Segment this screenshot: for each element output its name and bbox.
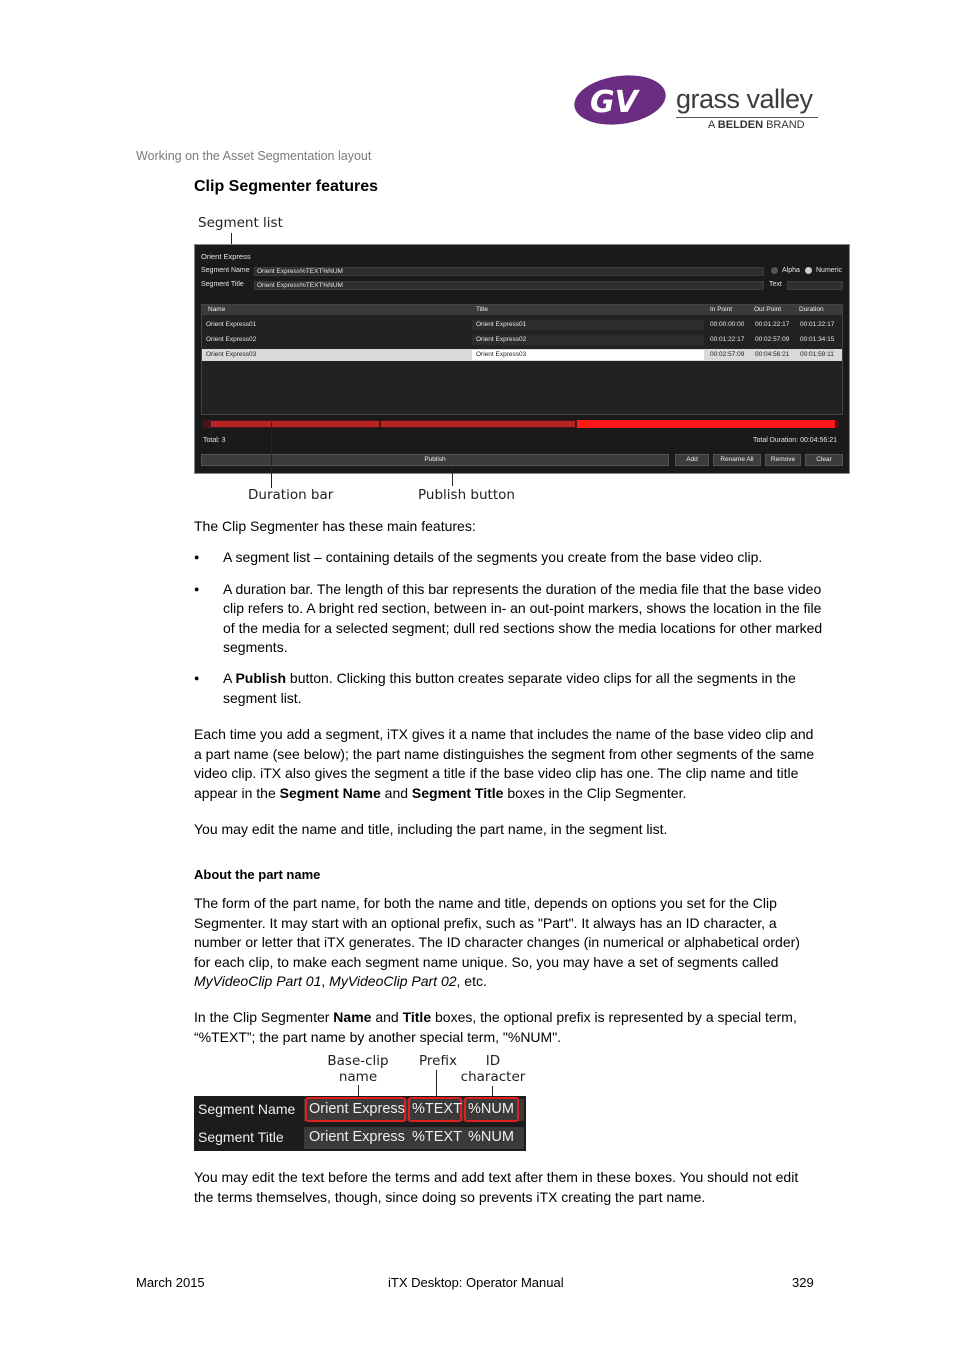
col-duration: Duration (799, 306, 824, 313)
callout-id-character: ID character (460, 1053, 526, 1085)
segment-name-field[interactable]: Orient Express%TEXT%NUM (254, 267, 764, 276)
table-row-selected[interactable]: Orient Express03 Orient Express03 00:02:57:09 00:04:56:21 00:01:59:11 (202, 349, 842, 361)
callout-duration-bar: Duration bar (248, 487, 334, 503)
paragraph-naming: Each time you add a segment, iTX gives it a name that includes the name of the base video clip and a part name (see below); the part name distinguishes the segment from other segments of the same video clip. iTX also gives the segment a title if the base video clip has one. The clip name and title appear in the Segment Name and Segment Title boxes in the Clip Segmenter. (194, 726, 815, 801)
col-name: Name (208, 306, 226, 313)
callout-base-clip-name: Base-clip name (327, 1053, 389, 1085)
text-field[interactable] (787, 281, 843, 290)
paragraph-part-name: The form of the part name, for both the name and title, depends on options you set for the Clip Segmenter. It may start with an optional prefix, such as "Part". It always has an ID character, a number or letter that iTX generates. The ID character changes (in numerical or alphabetical order) for each clip, to make each segment name unique. So, you may have a set of segments called MyVideoClip Part 01, MyVideoClip Part 02, etc. (194, 895, 800, 990)
segment-fields-closeup (194, 1096, 526, 1151)
segment-list-header (202, 305, 842, 315)
add-button[interactable]: Add (675, 454, 709, 466)
duration-bar[interactable] (203, 420, 839, 428)
brand-tagline: A BELDEN BRAND (708, 119, 805, 131)
subheading-part-name: About the part name (194, 867, 321, 882)
segment-title-label: Segment Title (198, 1129, 284, 1145)
callout-prefix: Prefix (419, 1053, 457, 1069)
segment-title-field[interactable]: Orient Express%TEXT%NUM (254, 281, 764, 290)
title-num-term: %NUM (468, 1129, 514, 1145)
section-title: Clip Segmenter features (194, 178, 379, 195)
name-text-term: %TEXT (412, 1101, 462, 1117)
remove-button[interactable]: Remove (765, 454, 801, 466)
footer-page-number: 329 (792, 1275, 814, 1290)
col-title: Title (476, 306, 489, 313)
table-row[interactable]: Orient Express01 Orient Express01 00:00:00:00 00:01:22:17 00:01:22:17 (206, 321, 835, 328)
name-num-term: %NUM (468, 1101, 514, 1117)
col-in-point: In Point (710, 306, 733, 313)
callout-segment-list: Segment list (198, 215, 283, 231)
segment-section-1 (211, 421, 379, 427)
segment-section-2 (381, 421, 575, 427)
selected-segment-section (577, 420, 835, 428)
running-head: Working on the Asset Segmentation layout (136, 149, 372, 163)
col-out-point: Out Point (754, 306, 782, 313)
name-base: Orient Express (309, 1101, 405, 1117)
segment-title-label: Segment Title (201, 281, 244, 288)
clip-segmenter-screenshot (194, 244, 850, 474)
list-item: ● A duration bar. The length of this bar represents the duration of the media file that the base video clip refers to. A bright red section, between in- an out-point markers, shows the location in the file of the media for a selected segment; dull red sections show the media locations for other marked segments. (194, 580, 824, 658)
footer-title: iTX Desktop: Operator Manual (388, 1275, 564, 1290)
title-base: Orient Express (309, 1129, 405, 1145)
panel-title: Orient Express (201, 252, 251, 261)
total-count: Total: 3 (203, 437, 226, 444)
paragraph-edit-terms: You may edit the text before the terms and add text after them in these boxes. You should not edit the terms themselves, though, since doing so prevents iTX creating the part name. (194, 1169, 799, 1205)
table-row[interactable]: Orient Express02 Orient Express02 00:01:22:17 00:02:57:09 00:01:34:15 (206, 336, 835, 343)
segment-list (201, 304, 843, 415)
list-item: ● A segment list – containing details of the segments you create from the base video clip. (194, 548, 824, 568)
intro-paragraph: The Clip Segmenter has these main features: (194, 518, 476, 534)
paragraph-terms: In the Clip Segmenter Name and Title boxes, the optional prefix is represented by a special term, “%TEXT”; the part name by another special term, "%NUM". (194, 1009, 797, 1045)
title-text-term: %TEXT (412, 1129, 462, 1145)
rename-all-button[interactable]: Rename All (713, 454, 761, 466)
footer-date: March 2015 (136, 1275, 205, 1290)
text-label: Text (769, 281, 782, 288)
brand-name: grass valley (676, 84, 813, 114)
segment-name-label: Segment Name (198, 1101, 296, 1117)
brand-logo (572, 72, 822, 134)
segment-name-label: Segment Name (201, 267, 250, 274)
feature-list (194, 548, 824, 720)
grass-valley-logo-icon (572, 72, 672, 128)
svg-text:GV: GV (590, 85, 638, 120)
numeric-label: Numeric (816, 267, 843, 274)
alpha-radio[interactable] (771, 267, 778, 274)
paragraph-edit: You may edit the name and title, including the part name, in the segment list. (194, 821, 668, 837)
list-item: ● A Publish button. Clicking this button creates separate video clips for all the segments in the segment list. (194, 669, 824, 708)
alpha-label: Alpha (782, 267, 800, 274)
numeric-radio[interactable] (805, 267, 812, 274)
publish-button[interactable]: Publish (201, 454, 669, 466)
total-duration: Total Duration: 00:04:56:21 (753, 437, 838, 444)
clear-button[interactable]: Clear (805, 454, 843, 466)
callout-publish-button: Publish button (418, 487, 515, 503)
